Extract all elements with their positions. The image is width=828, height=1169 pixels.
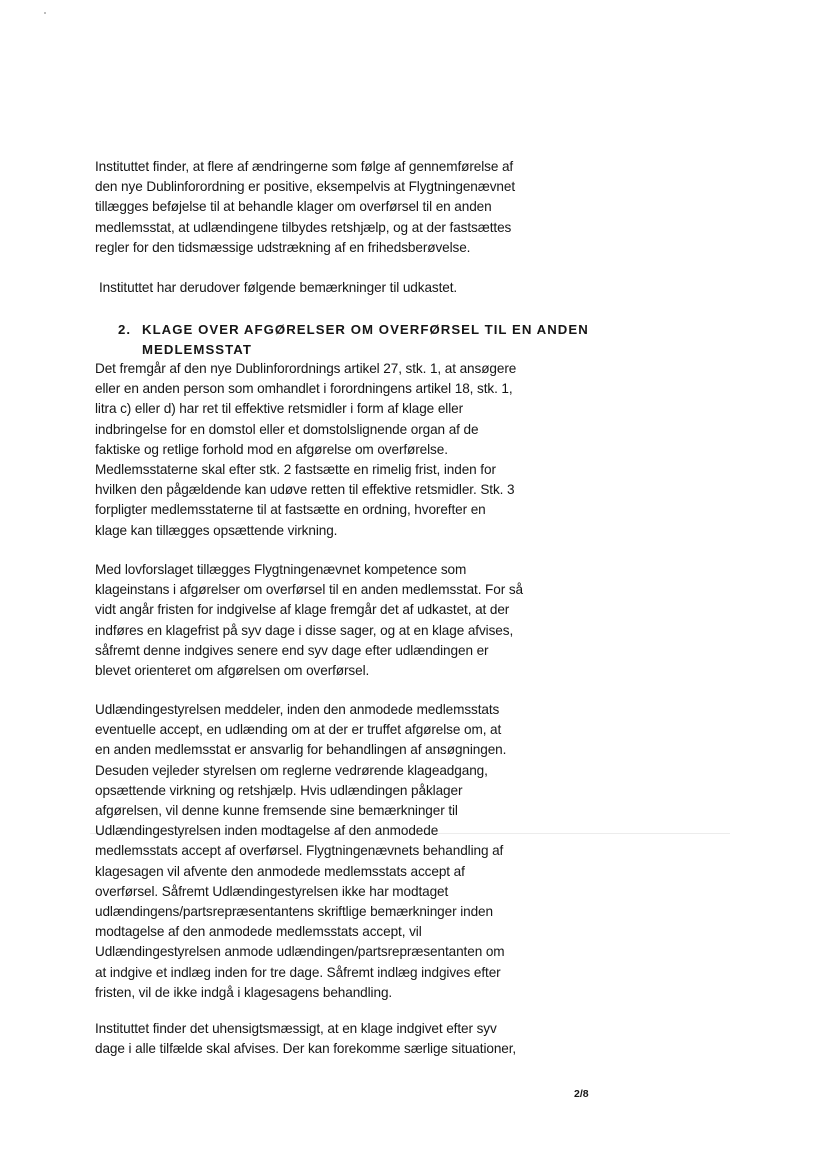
text-line: Instituttet finder, at flere af ændringerne som følge af gennemførelse af	[95, 159, 514, 174]
paragraph-3	[95, 359, 565, 541]
text-line: Udlændingestyrelsen meddeler, inden den anmodede medlemsstats	[95, 702, 500, 717]
paragraph-5	[95, 700, 565, 1003]
text-line: den nye Dublinforordning er positive, eksempelvis at Flygtningenævnet	[95, 179, 516, 195]
text-line: vidt angår fristen for indgivelse af klage fremgår det af udkastet, at der	[95, 602, 510, 618]
text-line: Det fremgår af den nye Dublinforordnings artikel 27, stk. 1, at ansøgere	[95, 361, 517, 376]
section-title-line-1: KLAGE OVER AFGØRELSER OM OVERFØRSEL TIL EN ANDEN	[142, 322, 589, 337]
text-line: dage i alle tilfælde skal afvises. Der kan forekomme særlige situationer,	[95, 1041, 517, 1057]
text-line: fristen, vil de ikke indgå i klagesagens behandling.	[95, 984, 393, 1000]
text-line: klageinstans i afgørelser om overførsel til en anden medlemsstat. For så	[95, 582, 523, 598]
text-line: en anden medlemsstat er ansvarlig for behandlingen af ansøgningen.	[95, 742, 507, 758]
section-heading	[118, 320, 589, 360]
text-line: tillægges beføjelse til at behandle klager om overførsel til en anden	[95, 199, 492, 215]
text-line: klage kan tillægges opsættende virkning.	[95, 522, 338, 538]
text-line: Instituttet finder det uhensigtsmæssigt, at en klage indgivet efter syv	[95, 1021, 497, 1036]
text-line: medlemsstat, at udlændingene tilbydes retshjælp, og at der fastsættes	[95, 219, 512, 235]
text-line: forpligter medlemsstaterne til at fastsætte en ordning, hvorefter en	[95, 502, 486, 518]
paragraph-4	[95, 560, 565, 681]
paragraph-2	[99, 278, 569, 298]
text-line: Med lovforslaget tillægges Flygtningenævnet kompetence som	[95, 562, 467, 577]
text-line: modtagelse af den anmodede medlemsstats accept, vil	[95, 924, 422, 940]
paragraph-1	[95, 157, 565, 258]
text-line: regler for den tidsmæssige udstrækning af en frihedsberøvelse.	[95, 239, 471, 255]
text-line: eller en anden person som omhandlet i forordningens artikel 18, stk. 1,	[95, 381, 513, 397]
text-line: overførsel. Såfremt Udlændingestyrelsen ikke har modtaget	[95, 883, 449, 899]
text-line: blevet orienteret om afgørelsen om overførsel.	[95, 663, 370, 679]
text-line: klagesagen vil afvente den anmodede medlemsstats accept af	[95, 863, 465, 879]
text-line: Medlemsstaterne skal efter stk. 2 fastsætte en rimelig frist, inden for	[95, 462, 496, 478]
text-line: såfremt denne indgives senere end syv dage efter udlændingen er	[95, 642, 489, 658]
text-line: medlemsstats accept af overførsel. Flygtningenævnets behandling af	[95, 843, 504, 859]
text-line: at indgive et indlæg inden for tre dage. Såfremt indlæg indgives efter	[95, 964, 501, 980]
text-line: Udlændingestyrelsen inden modtagelse af den anmodede	[95, 823, 439, 839]
text-line: Desuden vejleder styrelsen om reglerne vedrørende klageadgang,	[95, 762, 488, 778]
text-line: eventuelle accept, en udlænding om at der er truffet afgørelse om, at	[95, 722, 502, 738]
text-line: litra c) eller d) har ret til effektive retsmidler i form af klage eller	[95, 401, 464, 417]
text-line: hvilken den pågældende kan udøve retten til effektive retsmidler. Stk. 3	[95, 482, 515, 498]
text-line: indbringelse for en domstol eller et domstolslignende organ af de	[95, 421, 479, 437]
paragraph-6	[95, 1019, 565, 1059]
text-line: udlændingens/partsrepræsentantens skriftlige bemærkninger inden	[95, 904, 493, 920]
section-title-line-2: MEDLEMSSTAT	[142, 342, 252, 358]
scan-speck	[44, 12, 46, 14]
section-number: 2.	[118, 322, 132, 337]
page-number: 2/8	[574, 1088, 589, 1100]
text-line: Udlændingestyrelsen anmode udlændingen/partsrepræsentanten om	[95, 944, 505, 960]
text-line: opsættende virkning og retshjælp. Hvis udlændingen påklager	[95, 782, 463, 798]
text-line: Instituttet har derudover følgende bemærkninger til udkastet.	[99, 280, 458, 295]
text-line: faktiske og retlige forhold mod en afgørelse om overførelse.	[95, 441, 448, 457]
text-line: indføres en klagefrist på syv dage i disse sager, og at en klage afvises,	[95, 622, 514, 638]
text-line: afgørelsen, vil denne kunne fremsende sine bemærkninger til	[95, 803, 458, 819]
